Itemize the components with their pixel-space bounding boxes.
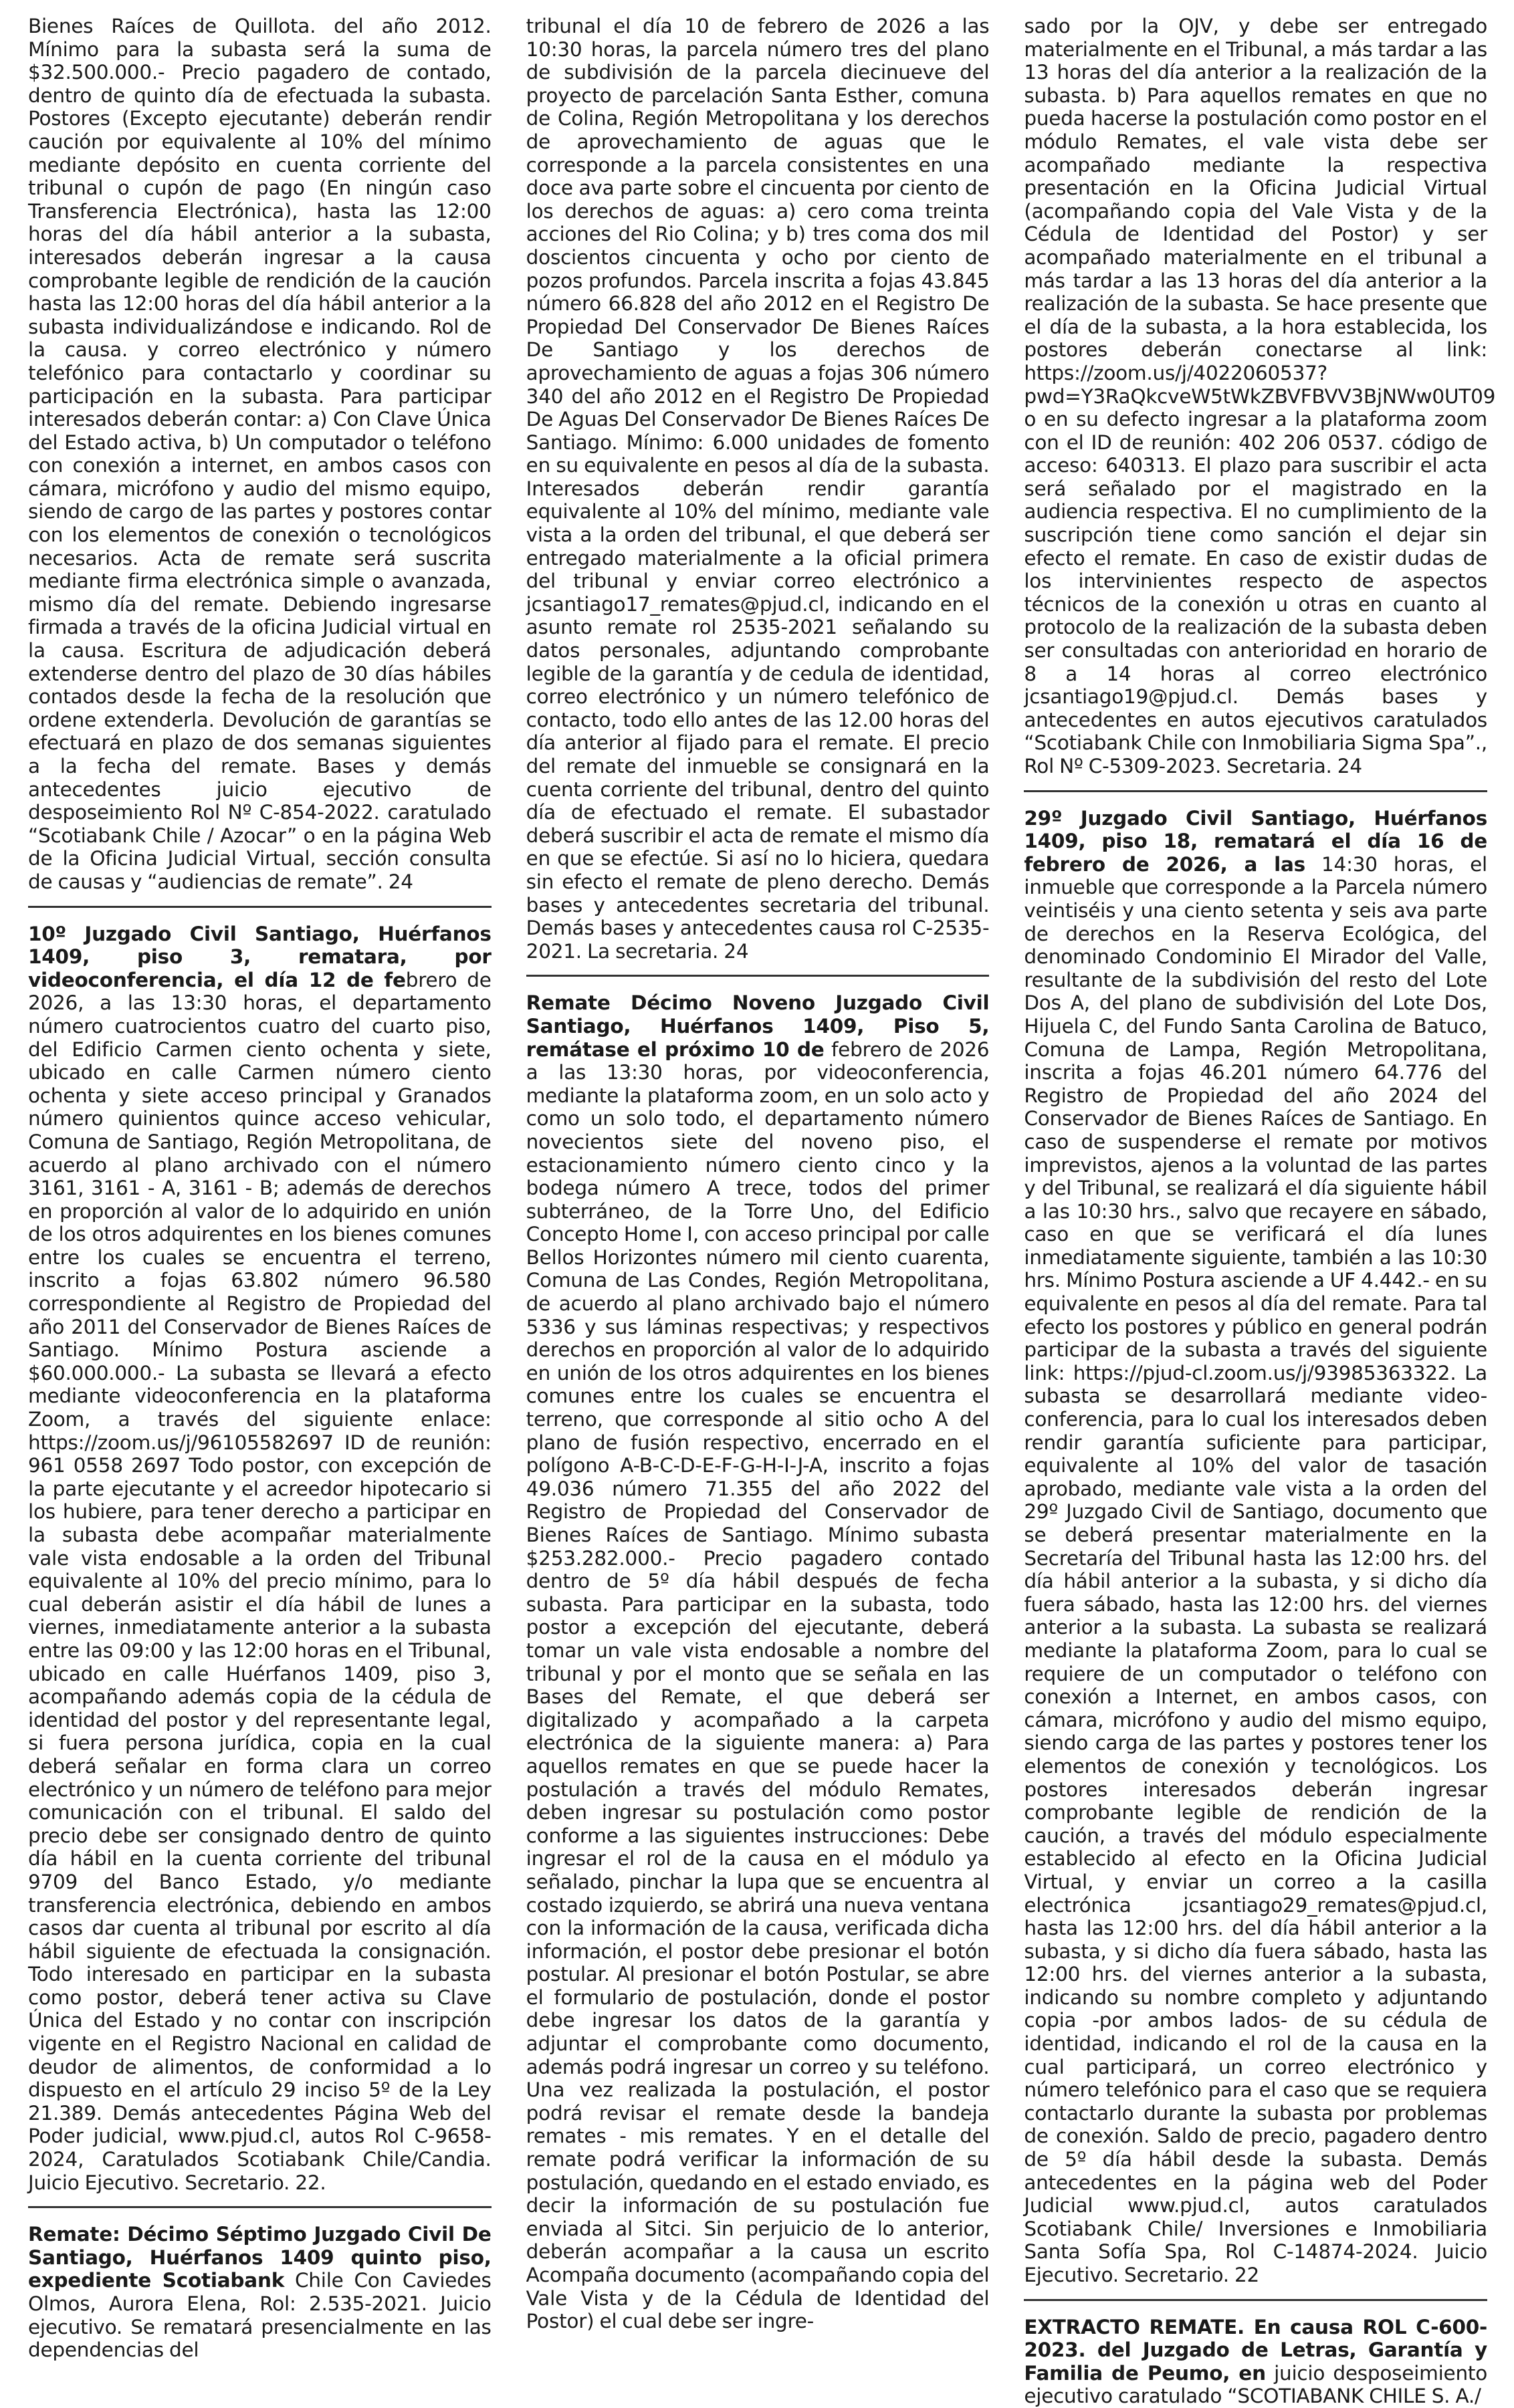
notice-body: 14:30 horas, el inmueble que corresponde a la Parcela número veintiséis y una ciento setenta y seis ava parte de derechos en la Reserva Ecológica, del denominado Condominio El Mirador del Valle, resultante de la subdivisión del resto del Lote Dos A, del plano de subdivisión del Lote Dos, Hijuela C, del Fundo Santa Carolina de Batuco, Comuna de Lampa, Región Metropolitana, inscrita a fojas 46.201 número 64.776 del Registro de Propiedad del año 2024 del Conservador de Bienes Raíces de Santiago. En caso de suspenderse el remate por motivos imprevistos, ajenos a la voluntad de las partes y del Tribunal, se realizará el día siguiente hábil a las 10:30 hrs., salvo que recayere en sábado, caso en que se verificará el día lunes inmediatamente siguiente, también a las 10:30 hrs. Mínimo Postura asciende a UF 4.442.- en su equivalente en pesos al día del remate. Para tal efecto los postores y público en general podrán participar de la subasta a través del siguiente link: https://pjud-cl.zoom.us/j/93985363322. La subasta se desarrollará mediante video-conferencia, para lo cual los interesados deben rendir garantía suficiente para participar, equivalente al 10% del valor de tasación aprobado, mediante vale vista a la orden del 29º Juzgado Civil de Santiago, documento que se deberá presentar materialmente en la Secretaría del Tribunal hasta las 12:00 hrs. del día hábil anterior a la subasta, y si dicho día fuera sábado, hasta las 12:00 hrs. del viernes anterior a la subasta. La subasta se realizará mediante la plataforma Zoom, para lo cual se requiere de un computador o teléfono con conexión a Internet, en ambos casos, con cámara, micrófono y audio del mismo equipo, siendo carga de las partes y postores tener los elementos de conexión y tecnológicos. Los postores interesados deberán ingresar comprobante legible de rendición de la caución, a través del módulo especialmente establecido al efecto en la Oficina Judicial Virtual, y enviar un correo a la casilla electrónica jcsantiago29_remates@pjud.cl, hasta las 12:00 hrs. del día hábil anterior a la subasta, y si dicho día fuera sábado, hasta las 12:00 hrs. del viernes anterior a la subasta, indicando su nombre completo y adjuntando copia -por ambos lados- de su cédula de identidad, indicando el rol de la causa en la cual participará, un correo electrónico y número telefónico para el caso que se requiera contactarlo durante la subasta por problemas de conexión. Saldo de precio, pagadero dentro de 5º día hábil desde la subasta. Demás antecedentes en la página web del Poder Judicial www.pjud.cl, autos caratulados Scotiabank Chile/ Inversiones e Inmobiliaria Santa Sofía Spa, Rol C-14874-2024. Juicio Ejecutivo. Secretario. 22	[1024, 852, 1488, 2286]
notice-body: febrero de 2026 a las 13:30 horas, por videoconferencia, mediante la plataforma zoom, en un solo acto y como un solo todo, el departamento número novecientos siete del noveno piso, el estacionamiento número ciento cinco y la bodega número A trece, todos del primer subterráneo, de la Torre Uno, del Edificio Concepto Home I, con acceso principal por calle Bellos Horizontes número mil ciento cuarenta, Comuna de Las Condes, Región Metropolitana, de acuerdo al plano archivado bajo el número 5336 y sus láminas respectivas; y respectivos derechos en proporción al valor de lo adquirido en unión de los otros adquirentes en los bienes comunes entre los cuales se encuentra el terreno, que corresponde al sitio ocho A del plano de fusión respectivo, encerrado en el polígono A-B-C-D-E-F-G-H-I-J-A, inscrito a fojas 49.036 número 71.355 del año 2022 del Registro de Propiedad del Conservador de Bienes Raíces de Santiago. Mínimo subasta $253.282.000.- Precio pagadero contado dentro de 5º día hábil después de fecha subasta. Para participar en la subasta, todo postor a excepción del ejecutante, deberá tomar un vale vista endosable a nombre del tribunal y por el monto que se señala en las Bases del Remate, el que deberá ser digitalizado y acompañado a la carpeta electrónica de la siguiente manera: a) Para aquellos remates en que se puede hacer la postulación a través del módulo Remates, deben ingresar su postulación como postor conforme a las siguientes instrucciones: Debe ingresar el rol de la causa en el módulo ya señalado, pinchar la lupa que se encuentra al costado izquierdo, se abrirá una nueva ventana con la información de la causa, verificada dicha información, el postor debe presionar el botón postular. Al presionar el botón Postular, se abre el formulario de postulación, donde el postor debe ingresar los datos de la garantía y adjuntar el comprobante como documento, además podrá ingresar un correo y su teléfono. Una vez realizada la postulación, el postor podrá revisar el remate desde la bandeja remates - mis remates. Y en el detalle del remate podrá verificar la información de su postulación, quedando en el estado enviado, es decir la información de su postulación fue enviada al Sitci. Sin perjuicio de lo anterior, deberán acompañar a la causa un escrito Acompaña documento (acompañando copia del Vale Vista y de la Cédula de Identidad del Postor) el cual debe ser ingre-	[526, 1038, 990, 2333]
legal-notice-10-juzgado	[28, 923, 492, 2195]
column-3	[1024, 15, 1496, 2408]
notice-body: brero de 2026, a las 13:30 horas, el departamento número cuatrocientos cuatro del cuarto piso, del Edificio Carmen ciento ochenta y siete, ubicado en calle Carmen número ciento ochenta y siete acceso principal y Granados número quinientos quince acceso vehicular, Comuna de Santiago, Región Metropolitana, de acuerdo al plano archivado con el número 3161, 3161 - A, 3161 - B; además de derechos en proporción al valor de lo adquirido en unión de los otros adquirentes en los bienes comunes entre los cuales se encuentra el terreno, inscrito a fojas 63.802 número 96.580 correspondiente al Registro de Propiedad del año 2011 del Conservador de Bienes Raíces de Santiago. Mínimo Postura asciende a $60.000.000.- La subasta se llevará a efecto mediante videoconferencia en la plataforma Zoom, a través del siguiente enlace: https://zoom.us/j/96105582697 ID de reunión: 961 0558 2697 Todo postor, con excepción de la parte ejecutante y el acreedor hipotecario si los hubiere, para tener derecho a participar en la subasta debe acompañar materialmente vale vista endosable a la orden del Tribunal equivalente al 10% del precio mínimo, para lo cual deberán asistir el día hábil de lunes a viernes, inmediatamente anterior a la subasta entre las 09:00 y las 12:00 horas en el Tribunal, ubicado en calle Huérfanos 1409, piso 3, acompañando además copia de la cédula de identidad del postor y del representante legal, si fuera persona jurídica, copia en la cual deberá señalar en forma clara un correo electrónico y un número de teléfono para mejor comunicación con el tribunal. El saldo del precio debe ser consignado dentro de quinto día hábil en la cuenta corriente del tribunal 9709 del Banco Estado, y/o mediante transferencia electrónica, debiendo en ambos casos dar cuenta al tribunal por escrito al día hábil siguiente de efectuada la consignación. Todo interesado en participar en la subasta como postor, deberá tener activa su Clave Única del Estado y no contar con inscripción vigente en el Registro Nacional en calidad de deudor de alimentos, de conformidad a lo dispuesto en el artículo 29 inciso 5º de la Ley 21.389. Demás antecedentes Página Web del Poder judicial, www.pjud.cl, autos Rol C-9658-2024, Caratulados Scotiabank Chile/Candia. Juicio Ejecutivo. Secretario. 22.	[28, 968, 492, 2194]
notice-heading: EXTRACTO REMATE. En causa ROL C-600-2023. del Juzgado de Letras, Garantía y Familia de Peumo, en	[1024, 2315, 1488, 2385]
notice-divider	[28, 2206, 492, 2208]
legal-notice-19-juzgado-continued	[1024, 15, 1496, 778]
legal-notice-17-juzgado-continued	[526, 15, 990, 963]
notice-body: juicio desposeimiento ejecutivo caratulado “SCOTIABANK CHILE S. A./	[1024, 2361, 1488, 2408]
notice-paragraph	[28, 923, 492, 2195]
notice-heading: Remate: Décimo Séptimo Juzgado Civil De Santiago, Huérfanos 1409 quinto piso, expediente Scotiabank	[28, 2223, 492, 2292]
legal-notice-peumo-extracto	[1024, 2316, 1487, 2408]
columns	[28, 15, 1496, 2408]
notice-divider	[1024, 2299, 1487, 2301]
notice-paragraph	[28, 2223, 492, 2362]
notice-paragraph	[1024, 807, 1487, 2287]
notice-body: Bienes Raíces de Quillota. del año 2012. Mínimo para la subasta será la suma de $32.500.000.- Precio pagadero de contado, dentro de quinto día de efectuada la subasta. Postores (Excepto ejecutante) deberán rendir caución por equivalente al 10% del mínimo mediante depósito en cuenta corriente del tribunal o cupón de pago (En ningún caso Transferencia Electrónica), hasta las 12:00 horas del día hábil anterior a la subasta, interesados deberán ingresar a la causa comprobante legible de rendición de la caución hasta las 12:00 horas del día hábil anterior a la subasta individualizándose e indicando. Rol de la causa. y correo electrónico y número telefónico para contactarlo y coordinar su participación en la subasta. Para participar interesados deberán contar: a) Con Clave Única del Estado activa, b) Un computador o teléfono con conexión a internet, en ambos casos con cámara, micrófono y audio del mismo equipo, siendo de cargo de las partes y postores contar con los elementos de conexión o tecnológicos necesarios. Acta de remate será suscrita mediante firma electrónica simple o avanzada, mismo día del remate. Debiendo ingresarse firmada a través de la oficina Judicial virtual en la causa. Escritura de adjudicación deberá extenderse dentro del plazo de 30 días hábiles contados desde la fecha de la resolución que ordene extenderla. Devolución de garantías se efectuará en plazo de dos semanas siguientes a la fecha del remate. Bases y demás antecedentes juicio ejecutivo de desposeimiento Rol Nº C-854-2022. caratulado “Scotiabank Chile / Azocar” o en la página Web de la Oficina Judicial Virtual, sección consulta de causas y “audiencias de remate”. 24	[28, 15, 492, 893]
notice-divider	[526, 975, 990, 977]
notice-divider	[1024, 790, 1487, 792]
notice-paragraph	[526, 991, 990, 2332]
notice-body: tribunal el día 10 de febrero de 2026 a las 10:30 horas, la parcela número tres del plano de subdivisión de la parcela diecinueve del proyecto de parcelación Santa Esther, comuna de Colina, Región Metropolitana y los derechos de aprovechamiento de aguas que le corresponde a la parcela consistentes en una doce ava parte sobre el cincuenta por ciento de los derechos de aguas: a) cero coma treinta acciones del Rio Colina; y b) tres coma dos mil doscientos cincuenta y ocho por ciento de pozos profundos. Parcela inscrita a fojas 43.845 número 66.828 del año 2012 en el Registro De Propiedad Del Conservador De Bienes Raíces De Santiago y los derechos de aprovechamiento de aguas a fojas 306 número 340 del año 2012 en el Registro De Propiedad De Aguas Del Conservador De Bienes Raíces De Santiago. Mínimo: 6.000 unidades de fomento en su equivalente en pesos al día de la subasta. Interesados deberán rendir garantía equivalente al 10% del mínimo, mediante vale vista a la orden del tribunal, el que deberá ser entregado materialmente a la oficial primera del tribunal y enviar correo electrónico a jcsantiago17_remates@pjud.cl, indicando en el asunto remate rol 2535-2021 señalando su datos personales, adjuntando comprobante legible de la garantía y de cedula de identidad, correo electrónico y un número telefónico de contacto, todo ello antes de las 12.00 horas del día anterior al fijado para el remate. El precio del remate del inmueble se consignará en la cuenta corriente del tribunal, dentro del quinto día de efectuado el remate. El subastador deberá suscribir el acta de remate el mismo día en que se efectúe. Si así no lo hiciera, quedara sin efecto el remate de pleno derecho. Demás bases y antecedentes secretaria del tribunal. Demás bases y antecedentes causa rol C-2535-2021. La secretaria. 24	[526, 15, 990, 963]
notice-body: sado por la OJV, y debe ser entregado materialmente en el Tribunal, a más tardar a las 13 horas del día anterior a la realización de la subasta. b) Para aquellos remates en que no pueda hacerse la postulación como postor en el módulo Remates, el vale vista debe ser acompañado mediante la respectiva presentación en la Oficina Judicial Virtual (acompañando copia del Vale Vista y de la Cédula de Identidad del Postor) y ser acompañado materialmente en el tribunal a más tardar a las 13 horas del día anterior a la realización de la subasta. Se hace presente que el día de la subasta, a la hora establecida, los postores deberán conectarse al link: https://zoom.us/j/4022060537?pwd=Y3RaQkcveW5tWkZBVFBVV3BjNWw0UT09 o en su defecto ingresar a la plataforma zoom con el ID de reunión: 402 206 0537. código de acceso: 640313. El plazo para suscribir el acta será señalado por el magistrado en la audiencia respectiva. El no cumplimiento de la suscripción tiene como sanción el dejar sin efecto el remate. En caso de existir dudas de los intervinientes respecto de aspectos técnicos de la conexión u otras en cuanto al protocolo de la realización de la subasta deben ser consultadas con anterioridad en horario de 8 a 14 horas al correo electrónico jcsantiago19@pjud.cl. Demás bases y antecedentes en autos ejecutivos caratulados “Scotiabank Chile con Inmobiliaria Sigma Spa”., Rol Nº C-5309-2023. Secretaria. 24	[1024, 15, 1496, 777]
notice-body: Chile Con Caviedes Olmos, Aurora Elena, Rol: 2.535-2021. Juicio ejecutivo. Se rematará presencialmente en las dependencias del	[28, 2269, 492, 2362]
column-1	[28, 15, 492, 2362]
notice-paragraph	[1024, 2316, 1487, 2408]
notice-heading: 29º Juzgado Civil Santiago, Huérfanos 1409, piso 18, rematará el día 16 de febrero de 2026, a las	[1024, 806, 1488, 876]
legal-notice-19-juzgado	[526, 991, 990, 2332]
notice-heading: 10º Juzgado Civil Santiago, Huérfanos 1409, piso 3, rematara, por videoconferencia, el día 12 de fe	[28, 922, 492, 991]
notice-divider	[28, 906, 492, 908]
legal-notice-17-juzgado	[28, 2223, 492, 2362]
legal-notice-quillota	[28, 15, 492, 894]
column-2	[526, 15, 990, 2333]
notice-heading: Remate Décimo Noveno Juzgado Civil Santiago, Huérfanos 1409, Piso 5, remátase el próximo 10 de	[526, 991, 990, 1061]
legal-notice-29-juzgado	[1024, 807, 1487, 2287]
